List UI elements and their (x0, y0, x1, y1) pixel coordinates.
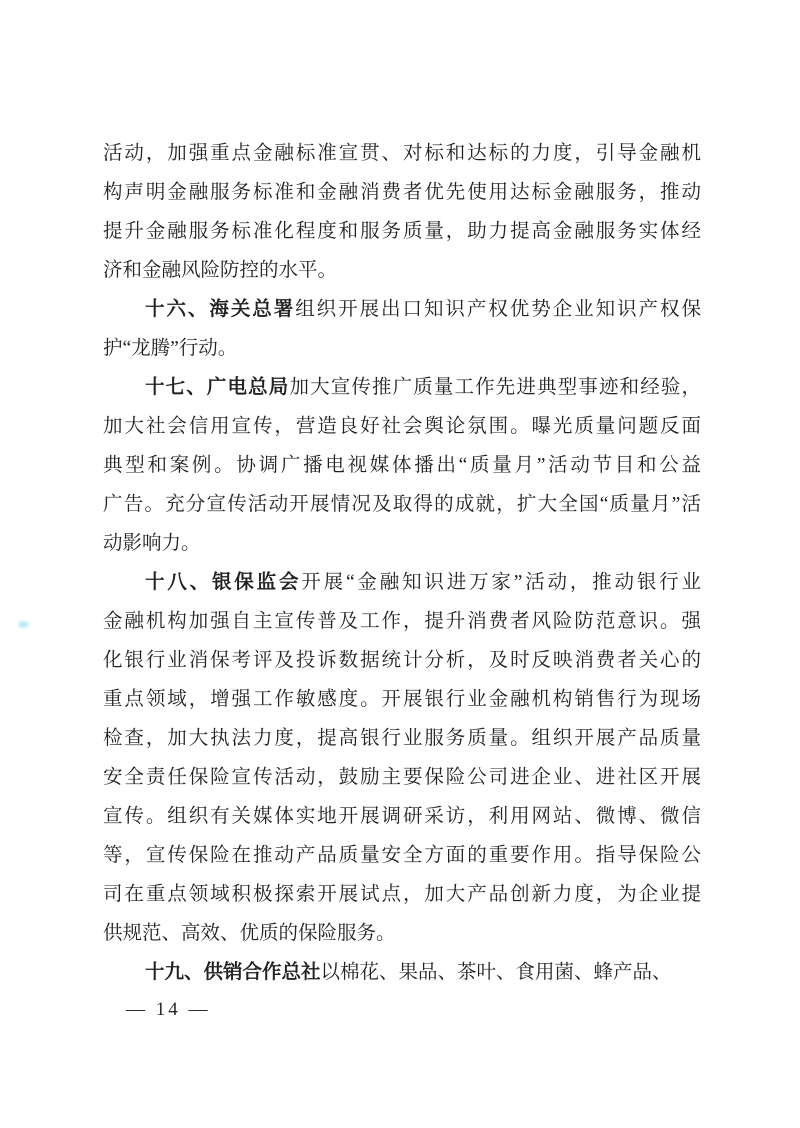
line-text: 化银行业消保考评及投诉数据统计分析，及时反映消费者关心的 (103, 650, 701, 671)
line-text: 金融机构加强自主宣传普及工作，提升消费者风险防范意识。强 (103, 611, 701, 632)
section-heading: 十八、银保监会 (145, 571, 302, 593)
line-text: 以棉花、果品、茶叶、食用菌、蜂产品、 (320, 962, 672, 983)
line-text: 广告。充分宣传活动开展情况及取得的成就，扩大全国“质量月”活 (103, 494, 701, 515)
text-line (103, 446, 701, 485)
line-text: 加大社会信用宣传，营造良好社会舆论氛围。曝光质量问题反面 (103, 416, 701, 437)
text-line (103, 407, 701, 446)
section-heading: 十六、海关总署 (145, 298, 296, 320)
text-line-section-18 (103, 563, 701, 602)
text-line (103, 251, 701, 290)
line-text: 宣传。组织有关媒体实地开展调研采访，利用网站、微博、微信 (103, 806, 701, 827)
document-body (103, 134, 701, 992)
text-line (103, 485, 701, 524)
line-text: 典型和案例。协调广播电视媒体播出“质量月”活动节目和公益 (103, 455, 701, 476)
text-line-section-16 (103, 290, 701, 329)
scan-artifact-mark (18, 621, 29, 628)
text-line (103, 836, 701, 875)
line-text: 动影响力。 (103, 533, 201, 554)
text-line (103, 875, 701, 914)
line-text: 济和金融风险防控的水平。 (103, 260, 338, 281)
line-text: 重点领域，增强工作敏感度。开展银行业金融机构销售行为现场 (103, 689, 701, 710)
text-line (103, 134, 701, 173)
line-text: 构声明金融服务标准和金融消费者优先使用达标金融服务，推动 (103, 182, 701, 203)
text-line (103, 797, 701, 836)
section-heading: 十七、广电总局 (145, 376, 290, 398)
text-line (103, 758, 701, 797)
line-text: 活动，加强重点金融标准宣贯、对标和达标的力度，引导金融机 (103, 143, 701, 164)
text-line (103, 914, 701, 953)
section-heading: 十九、供销合作总社 (145, 961, 321, 983)
text-line (103, 173, 701, 212)
text-line (103, 680, 701, 719)
text-line (103, 329, 701, 368)
text-line (103, 602, 701, 641)
text-line (103, 212, 701, 251)
line-text: 开展“金融知识进万家”活动，推动银行业 (301, 572, 701, 593)
line-text: 安全责任保险宣传活动，鼓励主要保险公司进企业、进社区开展 (103, 767, 701, 788)
line-text: 检查，加大执法力度，提高银行业服务质量。组织开展产品质量 (103, 728, 701, 749)
line-text: 司在重点领域积极探索开展试点，加大产品创新力度，为企业提 (103, 884, 701, 905)
line-text: 护“龙腾”行动。 (103, 338, 238, 359)
line-text: 供规范、高效、优质的保险服务。 (103, 923, 396, 944)
text-line (103, 524, 701, 563)
line-text: 提升金融服务标准化程度和服务质量，助力提高金融服务实体经 (103, 221, 701, 242)
text-line-section-19 (103, 953, 701, 992)
line-text: 等，宣传保险在推动产品质量安全方面的重要作用。指导保险公 (103, 845, 701, 866)
page-footer (126, 998, 211, 1022)
line-text: 加大宣传推广质量工作先进典型事迹和经验， (289, 377, 701, 398)
line-text: 组织开展出口知识产权优势企业知识产权保 (295, 299, 701, 320)
text-line (103, 641, 701, 680)
text-line (103, 719, 701, 758)
text-line-section-17 (103, 368, 701, 407)
page-number: — 14 — (126, 999, 211, 1020)
